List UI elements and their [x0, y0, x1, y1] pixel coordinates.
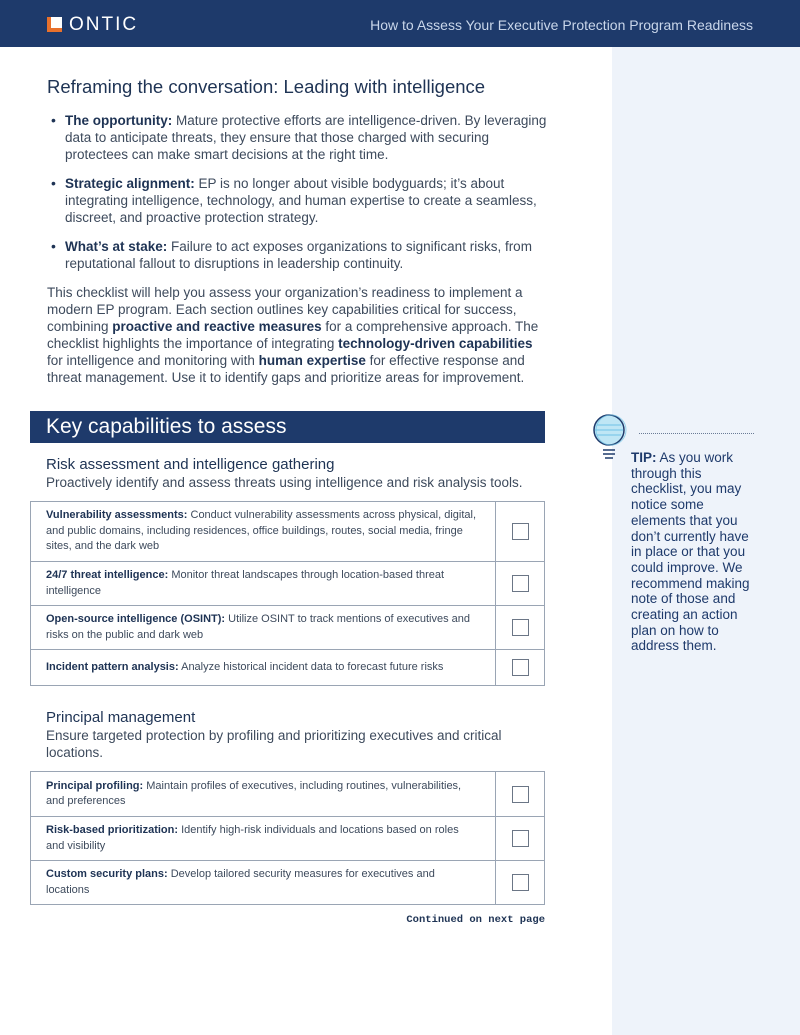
item-label: Risk-based prioritization:	[46, 824, 179, 836]
page-header	[0, 0, 800, 47]
bullet-label: Strategic alignment:	[65, 176, 195, 191]
checklist-row	[31, 605, 544, 649]
checkbox-cell	[496, 861, 544, 904]
item-label: Custom security plans:	[46, 868, 168, 880]
checklist-row	[31, 816, 544, 860]
checkbox-cell	[496, 502, 544, 561]
paragraph-text: for intelligence and monitoring with	[47, 353, 259, 368]
bullet-item	[47, 238, 547, 272]
tip-label: TIP:	[631, 450, 657, 465]
checklist-table-risk	[30, 501, 545, 686]
checklist-row	[31, 772, 544, 816]
checklist-table-principal	[30, 771, 545, 905]
bullet-item	[47, 175, 547, 226]
checkbox-cell	[496, 772, 544, 816]
paragraph-text: for a comprehensive approach. The checklist highlights the importance of integrating	[47, 319, 539, 351]
tip-text	[631, 450, 756, 654]
ontic-logo	[47, 15, 138, 34]
item-label: Principal profiling:	[46, 779, 144, 792]
paragraph-emphasis: proactive and reactive measures	[112, 319, 322, 334]
checkbox[interactable]	[512, 523, 529, 540]
checklist-item-text	[31, 502, 496, 561]
item-description: Develop tailored security measures for executives and locations	[46, 868, 435, 896]
lightbulb-icon	[591, 413, 631, 463]
item-label: 24/7 threat intelligence:	[46, 569, 169, 581]
continued-note: Continued on next page	[406, 914, 545, 926]
section-title-risk: Risk assessment and intelligence gathering	[46, 456, 335, 473]
logo-text: ONTIC	[69, 14, 139, 35]
section-title-principal: Principal management	[46, 709, 196, 726]
bullet-text: Mature protective efforts are intelligence-driven. By leveraging data to anticipate threats, they ensure that those charged with securing protectees can make smart decisions at the right time.	[65, 113, 547, 162]
checkbox-cell	[496, 606, 544, 649]
item-label: Vulnerability assessments:	[46, 509, 188, 522]
logo-mark-icon	[47, 17, 62, 32]
checkbox-cell	[496, 817, 544, 860]
bullet-text: EP is no longer about visible bodyguards; it’s about integrating intelligence, technology, and human expertise to create a seamless, discreet, and proactive protection strategy.	[65, 176, 537, 225]
checklist-row	[31, 860, 544, 904]
bullet-item	[47, 112, 547, 163]
item-label: Open-source intelligence (OSINT):	[46, 613, 226, 625]
checkbox[interactable]	[512, 874, 529, 891]
document-title: How to Assess Your Executive Protection Program Readiness	[370, 17, 753, 33]
section-heading: Reframing the conversation: Leading with intelligence	[47, 76, 486, 97]
checkbox[interactable]	[512, 659, 529, 676]
checkbox[interactable]	[512, 786, 529, 803]
checklist-row	[31, 561, 544, 605]
paragraph-emphasis: human expertise	[258, 353, 366, 368]
item-description: Conduct vulnerability assessments across physical, digital, and public domains, including residences, office buildings, routes, social media, fringe sites, and the dark web	[46, 509, 477, 553]
bullet-label: The opportunity:	[65, 113, 173, 128]
section-subtitle-principal: Ensure targeted protection by profiling and prioritizing executives and critical locations.	[46, 728, 502, 760]
paragraph-emphasis: technology-driven capabilities	[338, 336, 533, 351]
tip-divider	[639, 433, 754, 434]
checklist-row	[31, 649, 544, 685]
checkbox[interactable]	[512, 619, 529, 636]
paragraph-text: for effective response and threat management. Use it to identify gaps and prioritize areas for improvement.	[47, 353, 525, 385]
bullet-text: Failure to act exposes organizations to significant risks, from reputational fallout to disruptions in leadership continuity.	[65, 239, 532, 271]
checklist-item-text	[31, 562, 496, 605]
item-label: Incident pattern analysis:	[46, 660, 179, 673]
item-description: Monitor threat landscapes through location-based threat intelligence	[46, 569, 445, 597]
checklist-item-text	[31, 817, 496, 860]
checklist-item-text	[31, 772, 496, 816]
key-capabilities-banner: Key capabilities to assess	[30, 411, 545, 443]
checklist-item-text	[31, 606, 496, 649]
tip-body: As you work through this checklist, you may notice some elements that you don’t currently have in place or that you could improve. We recommend making note of those and creating an action plan on how to address them.	[631, 450, 750, 654]
checklist-item-text	[31, 861, 496, 904]
checkbox-cell	[496, 650, 544, 685]
checkbox[interactable]	[512, 830, 529, 847]
item-description: Identify high-risk individuals and locations based on roles and visibility	[46, 824, 459, 852]
checkbox[interactable]	[512, 575, 529, 592]
intro-paragraph	[47, 284, 547, 386]
checklist-item-text	[31, 650, 496, 685]
checkbox-cell	[496, 562, 544, 605]
section-subtitle-risk: Proactively identify and assess threats using intelligence and risk analysis tools.	[46, 475, 523, 490]
bullet-list	[47, 112, 547, 272]
checklist-row	[31, 502, 544, 561]
intro-section	[47, 76, 547, 386]
item-description: Utilize OSINT to track mentions of executives and risks on the public and dark web	[46, 613, 471, 641]
item-description: Analyze historical incident data to forecast future risks	[178, 660, 444, 673]
paragraph-text: This checklist will help you assess your organization’s readiness to implement a modern EP program. Each section outlines key capabilities critical for success, combining	[47, 285, 523, 334]
bullet-label: What’s at stake:	[65, 239, 168, 254]
item-description: Maintain profiles of executives, including routines, vulnerabilities, and preferences	[46, 779, 462, 807]
